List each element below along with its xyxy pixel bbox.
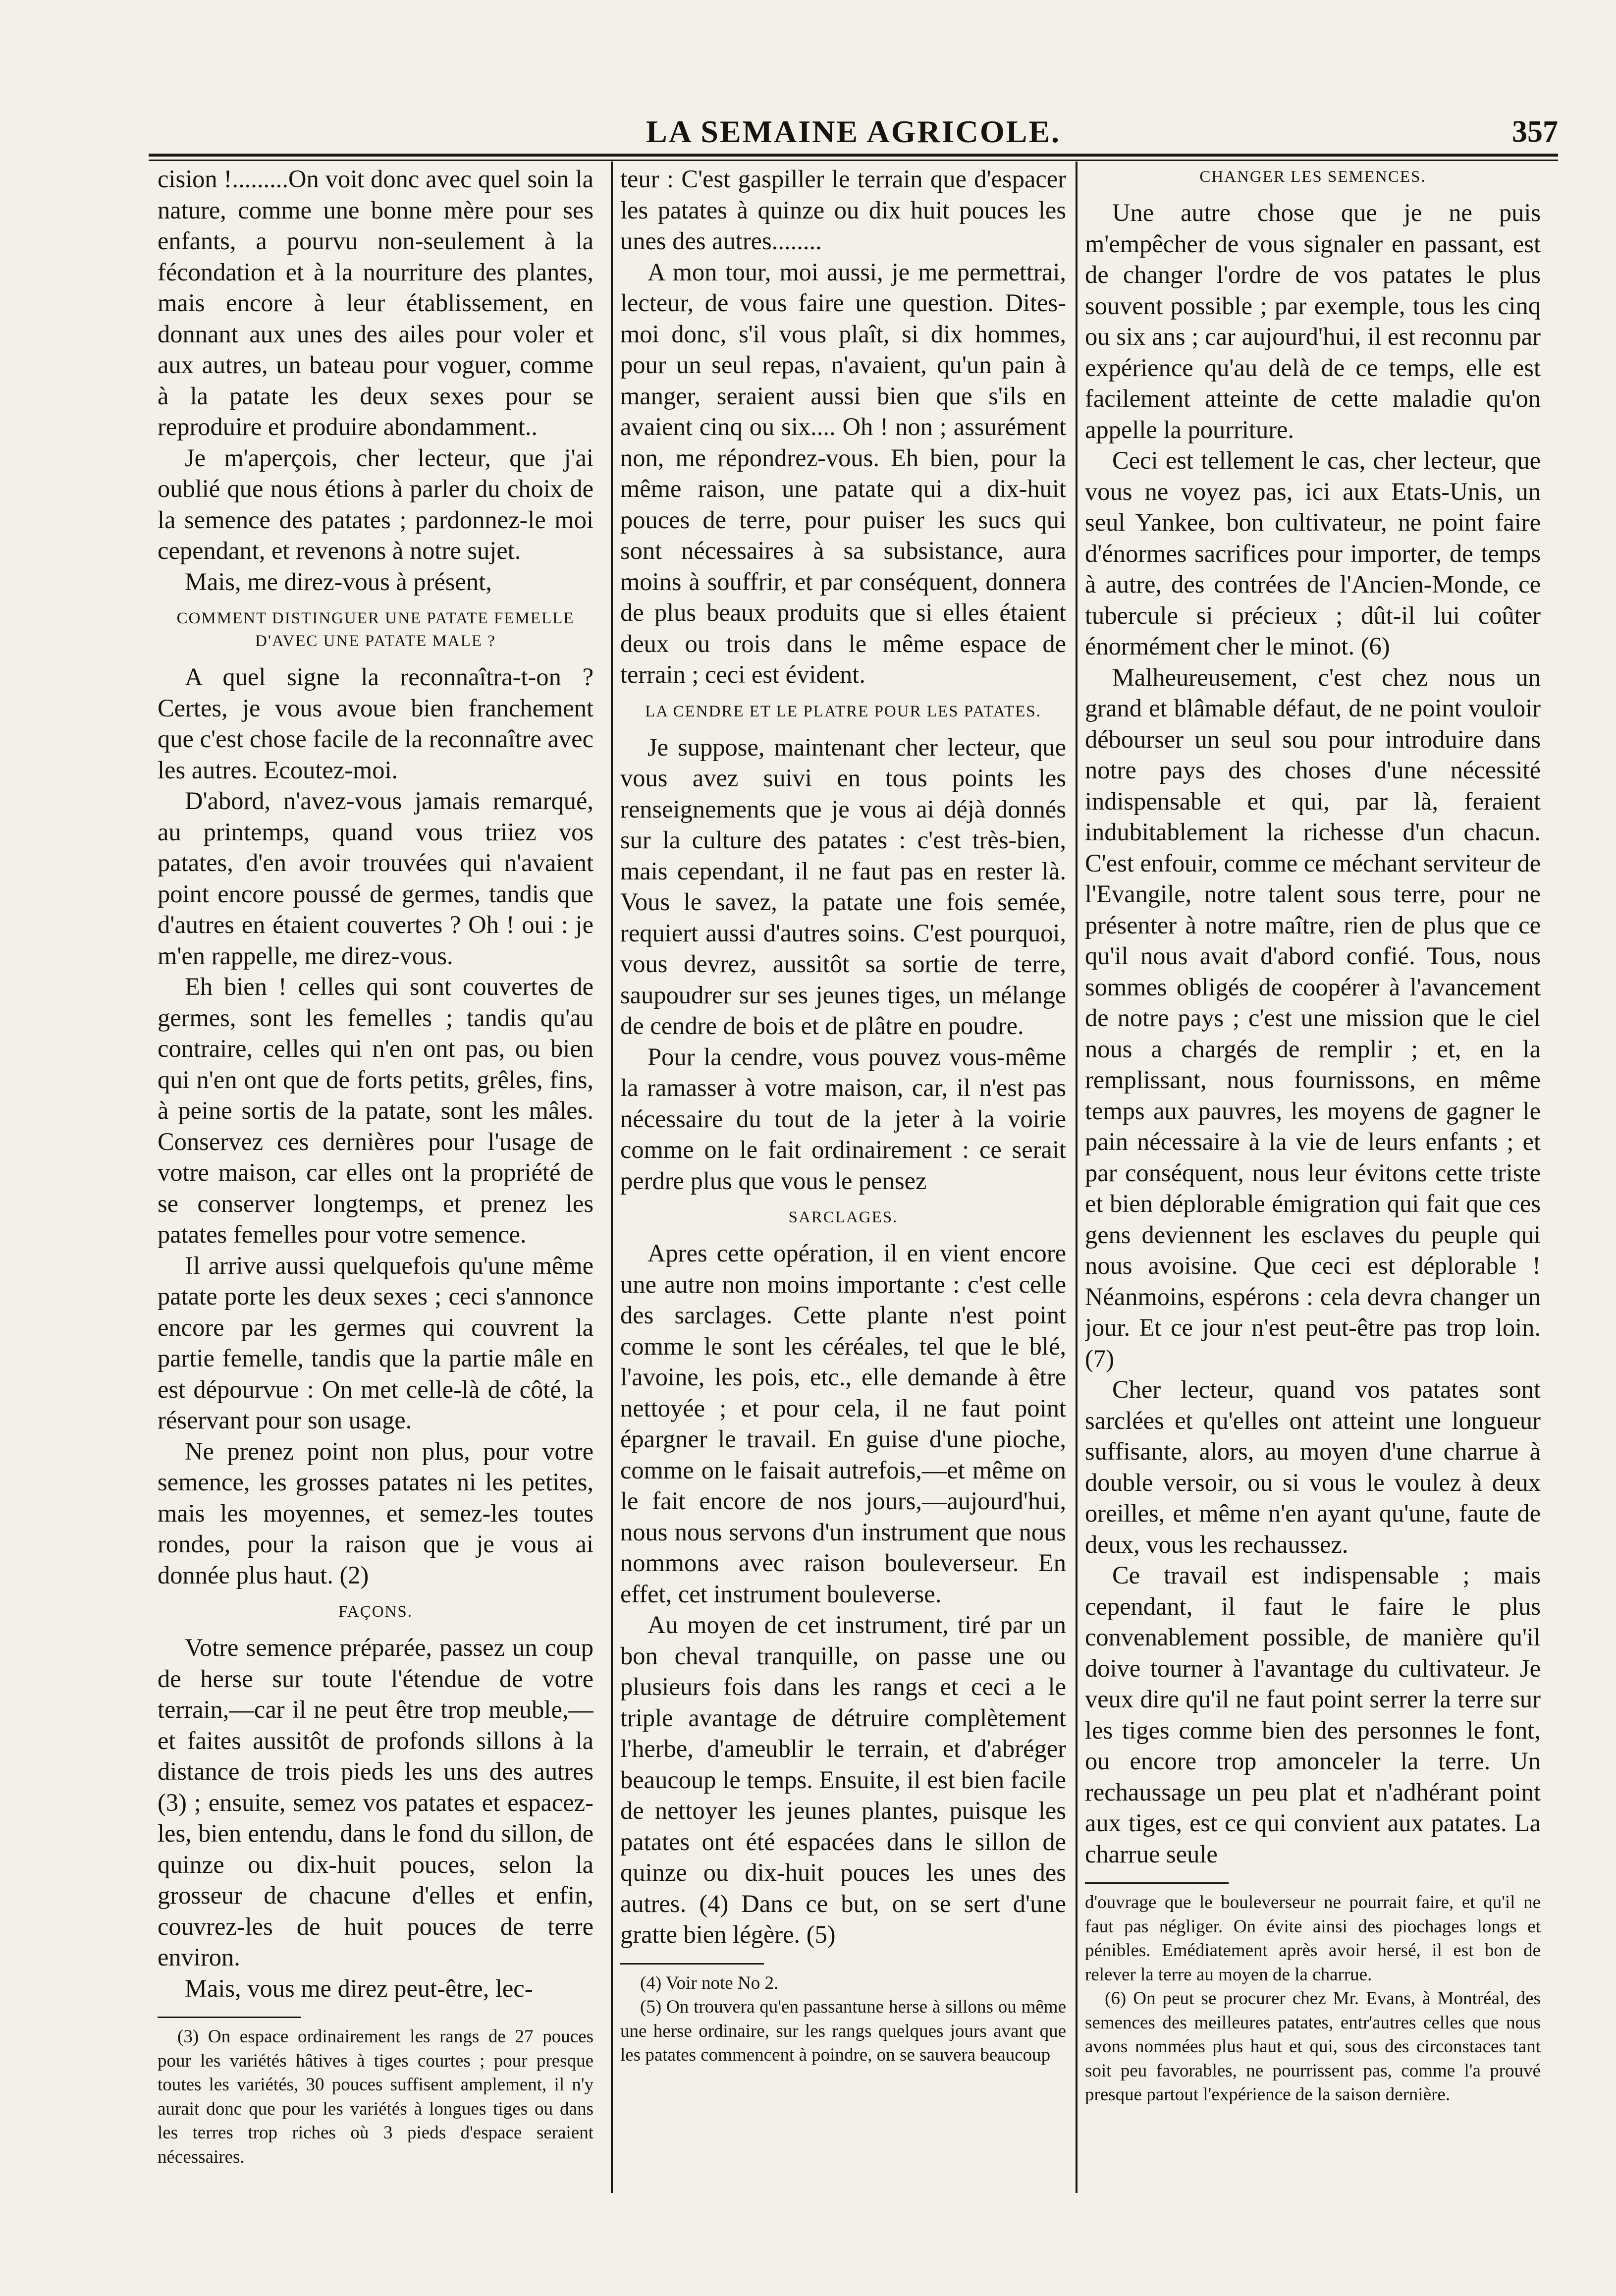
- paragraph: Je m'aperçois, cher lecteur, que j'ai oublié que nous étions à parler du choix de la semence des patates ; pardonnez-le moi cependant, et revenons à notre sujet.: [158, 443, 593, 564]
- publication-title: LA SEMAINE AGRICOLE.: [646, 114, 1061, 149]
- paragraph: Cher lecteur, quand vos patates sont sarclées et qu'elles ont atteint une longueur suffisante, alors, au moyen d'une charrue à double versoir, ou si vous le voulez à deux oreilles, et même n'en ayant qu'une, faute de deux, vous les rechaussez.: [1085, 1375, 1541, 1558]
- paragraph: Une autre chose que je ne puis m'empêcher de vous signaler en passant, est de changer l'ordre de vos patates le plus souvent possible ; par exemple, tous les cinq ou six ans ; car aujourd'hui, il est reconnu par expérience qu'au delà de ce temps, elle est facilement atteinte de cette maladie qu'on appelle la pourriture.: [1085, 199, 1541, 443]
- section-heading: CHANGER LES SEMENCES.: [1199, 168, 1426, 186]
- paragraph: Mais, me direz-vous à présent,: [185, 567, 492, 596]
- footnote: d'ouvrage que le bouleverseur ne pourrait faire, et qu'il ne faut pas négliger. On évite ainsi des piochages longs et pénibles. Emédiatement après avoir hersé, il est bon de relever la terre au moyen de la charrue.: [1085, 1892, 1541, 1985]
- paragraph: Ce travail est indispensable ; mais cependant, il faut le faire le plus convenablement possible, de manière qu'il doive tourner à l'avantage du cultivateur. Je veux dire qu'il ne faut point serrer la terre sur les tiges comme bien des personnes le font, ou encore trop amonceler la terre. Un rechaussage un peu plat et n'adhérant point aux tiges, est ce qui convient aux patates. La charrue seule: [1085, 1561, 1541, 1868]
- footnote: (5) On trouvera qu'en passantune herse à sillons ou même une herse ordinaire, sur les rangs quelques jours avant que les patates commencent à poindre, on se sauvera beaucoup: [620, 1997, 1066, 2065]
- paragraph: Votre semence préparée, passez un coup de herse sur toute l'étendue de votre terrain,—car il ne peut être trop meuble,—et faites aussitôt de profonds sillons à la distance de trois pieds les uns des autres (3) ; ensuite, semez vos patates et espacez-les, bien entendu, dans le fond du sillon, de quinze ou dix-huit pouces, selon la grosseur de chacune d'elles et enfin, couvrez-les de huit pouces de terre environ.: [158, 1634, 593, 1971]
- paragraph: Apres cette opération, il en vient encore une autre non moins importante : c'est celle des sarclages. Cette plante n'est point comme le sont les céréales, tel que le blé, l'avoine, les pois, etc., elle demande à être nettoyée ; et pour cela, il ne faut point épargner le travail. En guise d'une pioche, comme on le faisait autrefois,—et même on le fait encore de nos jours,—aujourd'hui, nous nous servons d'un instrument que nous nommons avec raison bouleverseur. En effet, cet instrument bouleverse.: [620, 1239, 1066, 1608]
- header-rule-thin: [149, 160, 1558, 161]
- footnote-rule: [620, 1963, 764, 1965]
- header-rule: [149, 154, 1558, 157]
- paragraph: A quel signe la reconnaîtra-t-on ? Certes, je vous avoue bien franchement que c'est chose facile de la reconnaître avec les autres. Ecoutez-moi.: [158, 663, 593, 784]
- paragraph: Pour la cendre, vous pouvez vous-même la ramasser à votre maison, car, il n'est pas nécessaire du tout de la jeter à la voirie comme on le fait ordinairement : ce serait perdre plus que vous le pensez: [620, 1042, 1066, 1195]
- paragraph: Ceci est tellement le cas, cher lecteur, que vous ne voyez pas, ici aux Etats-Unis, un seul Yankee, bon cultivateur, ne point faire d'énormes sacrifices pour importer, de temps à autre, des contrées de l'Ancien-Monde, ce tubercule si précieux ; dût-il lui coûter énormément cher le minot. (6): [1085, 446, 1541, 660]
- page-header: [149, 112, 1558, 152]
- paragraph: A mon tour, moi aussi, je me permettrai, lecteur, de vous faire une question. Dites-moi donc, s'il vous plaît, si dix hommes, pour un seul repas, n'avaient, qu'un pain à manger, seraient aussi bien que s'ils en avaient cinq ou six.... Oh ! non ; assurément non, me répondrez-vous. Eh bien, pour la même raison, une patate qui a dix-huit pouces de terre, pour puiser les sucs qui sont nécessaires à sa subsistance, aura moins à souffrir, et par conséquent, donnera de plus beaux produits que si elles étaient deux ou trois dans le même espace de terrain ; ceci est évident.: [620, 258, 1066, 688]
- column-divider: [611, 162, 613, 2193]
- paragraph: Il arrive aussi quelquefois qu'une même patate porte les deux sexes ; ceci s'annonce encore par les germes qui couvrent la partie femelle, tandis que la partie mâle en est dépourvue : On met celle-là de côté, la réservant pour son usage.: [158, 1251, 593, 1434]
- paragraph: Ne prenez point non plus, pour votre semence, les grosses patates ni les petites, mais les moyennes, et semez-les toutes rondes, pour la raison que je vous ai donnée plus haut. (2): [158, 1437, 593, 1589]
- paragraph: Mais, vous me direz peut-être, lec-: [185, 1974, 533, 2002]
- footnote: (3) On espace ordinairement les rangs de 27 pouces pour les variétés hâtives à tiges courtes ; pour presque toutes les variétés, 30 pouces suffisent amplement, il n'y aurait donc que pour les variétés à longues tiges ou dans les terres trop riches où 3 pieds d'espace seraient nécessaires.: [158, 2026, 593, 2167]
- footnote-rule: [158, 2017, 301, 2018]
- section-heading: SARCLAGES.: [788, 1208, 898, 1226]
- paragraph: Malheureusement, c'est chez nous un grand et blâmable défaut, de ne point vouloir débourser un seul sou pour introduire dans notre pays des choses d'une nécessité indispensable et qui, par là, feraient indubitablement la richesse d'un chacun. C'est enfouir, comme ce méchant serviteur de l'Evangile, notre talent sous terre, pour ne présenter à notre maître, rien de plus que ce qu'il nous avait d'abord confié. Tous, nous sommes obligés de coopérer à l'avancement de notre pays ; c'est une mission que le ciel nous a chargés de remplir ; et, en la remplissant, nous fournissons, en même temps aux pauvres, les moyens de gagner le pain nécessaire à la vie de leurs enfants ; et par conséquent, nous leur évitons cette triste et bien déplorable émigration qui fait que ces gens deviennent les esclaves du peuple qui nous avoisine. Que ceci est déplorable ! Néanmoins, espérons : cela devra changer un jour. Et ce jour n'est peut-être pas trop loin. (7): [1085, 663, 1541, 1372]
- paragraph: Eh bien ! celles qui sont couvertes de germes, sont les femelles ; tandis qu'au contraire, celles qui n'en ont pas, ou bien qui n'en ont que de forts petits, grêles, fins, à peine sortis de la patate, sont les mâles. Conservez ces dernières pour l'usage de votre maison, car elles ont la propriété de se conserver longtemps, et prenez les patates femelles pour votre semence.: [158, 973, 593, 1248]
- section-heading: FAÇONS.: [338, 1603, 413, 1621]
- column-1: [158, 164, 593, 2195]
- footnote: (6) On peut se procurer chez Mr. Evans, à Montréal, des semences des meilleures patates, entr'autres celles que nous avons nommées plus haut et qui, sous des circonstaces tant soit peu favorables, ne pourrissent pas, comme l'a prouvé presque partout l'expérience de la saison dernière.: [1085, 1988, 1541, 2105]
- column-3: [1085, 164, 1541, 2195]
- paragraph: Au moyen de cet instrument, tiré par un bon cheval tranquille, on passe une ou plusieurs fois dans les rangs et ceci a le triple avantage de détruire complètement l'herbe, d'ameublir le terrain, et d'abréger beaucoup le temps. Ensuite, il est bien facile de nettoyer les jeunes plantes, puisque les patates ont été espacées dans le sillon de quinze ou dix-huit pouces les unes des autres. (4) Dans ce but, on se sert d'une gratte bien légère. (5): [620, 1611, 1066, 1948]
- column-divider: [1076, 162, 1077, 2193]
- paragraph: Je suppose, maintenant cher lecteur, que vous avez suivi en tous points les renseignements que je vous ai déjà donnés sur la culture des patates : c'est très-bien, mais cependant, il ne faut pas en rester là. Vous le savez, la patate une fois semée, requiert aussi d'autres soins. C'est pourquoi, vous devrez, aussitôt sa sortie de terre, saupoudrer sur ses jeunes tiges, un mélange de cendre de bois et de plâtre en poudre.: [620, 733, 1066, 1039]
- footnote: (4) Voir note No 2.: [640, 1972, 779, 1993]
- column-2: [620, 164, 1066, 2195]
- paragraph: teur : C'est gaspiller le terrain que d'espacer les patates à quinze ou dix huit pouces les unes des autres........: [620, 165, 1066, 255]
- paragraph: D'abord, n'avez-vous jamais remarqué, au printemps, quand vous triiez vos patates, d'en avoir trouvées qui n'avaient point encore poussé de germes, tandis que d'autres en étaient couvertes ? Oh ! oui : je m'en rappelle, me direz-vous.: [158, 787, 593, 970]
- footnote-rule: [1085, 1882, 1229, 1884]
- paragraph: cision !.........On voit donc avec quel soin la nature, comme une bonne mère pour ses enfants, a pourvu non-seulement à la fécondation et à la nourriture des plantes, mais encore à leur établissement, en donnant aux unes des ailes pour voler et aux autres, un bateau pour voguer, comme à la patate les deux sexes pour se reproduire et produire abondamment..: [158, 165, 593, 440]
- page-number: 357: [1512, 115, 1558, 149]
- section-heading: LA CENDRE ET LE PLATRE POUR LES PATATES.: [645, 702, 1041, 720]
- section-heading: COMMENT DISTINGUER UNE PATATE FEMELLE D'AVEC UNE PATATE MALE ?: [176, 609, 575, 650]
